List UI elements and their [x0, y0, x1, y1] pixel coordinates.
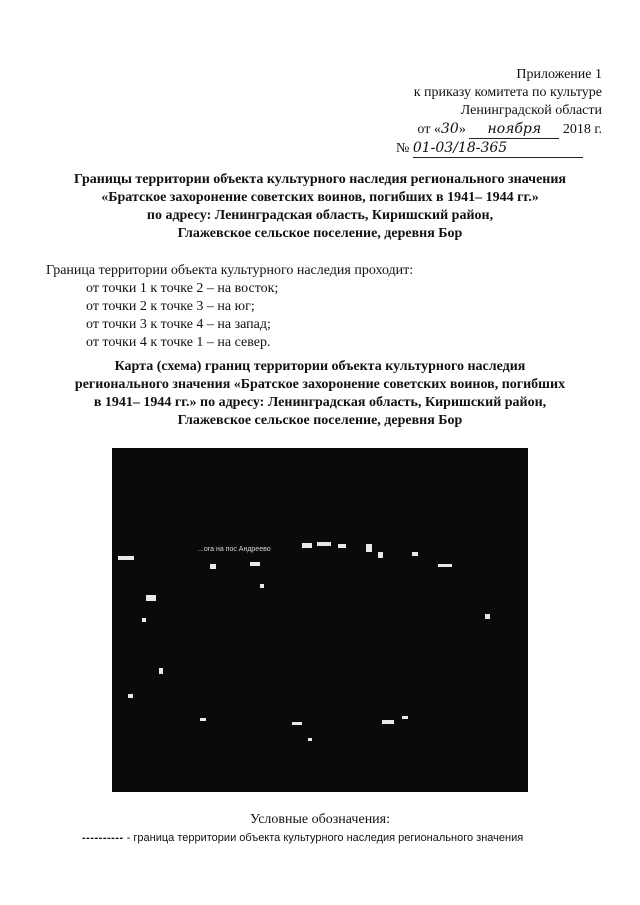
- appendix-region: Ленинградской области: [460, 103, 602, 118]
- map-mark: [200, 718, 206, 721]
- map-scan: [112, 448, 528, 792]
- map-mark: [260, 584, 264, 588]
- appendix-order-number: [396, 139, 602, 158]
- number-value: 01-03/18-365: [413, 139, 583, 158]
- map-title-line-2: регионального значения «Братское захоронение советских воинов, погибших: [74, 377, 566, 392]
- map-mark: [146, 595, 156, 601]
- legend-line-text: - граница территории объекта культурного наследия регионального значения: [123, 832, 524, 844]
- boundary-point-2: от точки 2 к точке 3 – на юг;: [86, 299, 255, 314]
- title-line-3: по адресу: Ленинградская область, Киришский район,: [146, 208, 494, 223]
- map-background: [112, 448, 528, 792]
- map-mark: [485, 614, 490, 619]
- boundary-description: [46, 262, 413, 352]
- map-title-line-3: в 1941– 1944 гг.» по адресу: Ленинградская область, Киришский район,: [93, 395, 547, 410]
- date-year: 2018 г.: [562, 122, 602, 137]
- title-line-1: Границы территории объекта культурного наследия регионального значения: [73, 172, 566, 187]
- boundary-intro: Граница территории объекта культурного наследия проходит:: [46, 263, 414, 278]
- number-prefix: №: [396, 141, 413, 156]
- date-prefix: от «: [417, 122, 441, 137]
- boundary-map-image: [112, 448, 528, 792]
- map-mark: [118, 556, 134, 560]
- date-day: 30: [440, 121, 459, 137]
- map-mark: [382, 720, 394, 724]
- appendix-date: [396, 120, 602, 139]
- date-month: ноября: [469, 120, 559, 139]
- map-mark: [438, 564, 452, 567]
- map-title-line-1: Карта (схема) границ территории объекта культурного наследия: [114, 359, 526, 374]
- map-road-label: ...ога на пос Андреево: [198, 546, 271, 553]
- map-mark: [128, 694, 133, 698]
- map-mark: [210, 564, 216, 569]
- boundary-point-1: от точки 1 к точке 2 – на восток;: [86, 281, 279, 296]
- map-mark: [292, 722, 302, 725]
- date-mid: »: [458, 122, 470, 137]
- map-mark: [142, 618, 146, 622]
- legend-row: [82, 831, 523, 845]
- map-mark: [302, 543, 312, 548]
- map-mark: [338, 544, 346, 548]
- boundary-point-3: от точки 3 к точке 4 – на запад;: [86, 317, 271, 332]
- legend-title: Условные обозначения:: [249, 812, 391, 827]
- boundary-point-4: от точки 4 к точке 1 – на север.: [86, 335, 271, 350]
- appendix-number: Приложение 1: [516, 67, 602, 82]
- title-line-2: «Братское захоронение советских воинов, погибших в 1941– 1944 гг.»: [101, 190, 539, 205]
- legend-dashed-line-symbol: ----------: [82, 832, 124, 844]
- document-title: [30, 171, 610, 243]
- map-mark: [317, 542, 331, 546]
- appendix-header: [396, 66, 602, 158]
- map-mark: [412, 552, 418, 556]
- map-mark: [402, 716, 408, 719]
- map-mark: [308, 738, 312, 741]
- map-mark: [378, 552, 383, 558]
- appendix-order-ref: к приказу комитета по культуре: [413, 85, 602, 100]
- map-title: [30, 358, 610, 430]
- map-title-line-4: Глажевское сельское поселение, деревня Бор: [177, 413, 463, 428]
- map-mark: [159, 668, 163, 674]
- title-line-4: Глажевское сельское поселение, деревня Бор: [177, 226, 463, 241]
- map-mark: [366, 544, 372, 552]
- map-mark: [250, 562, 260, 566]
